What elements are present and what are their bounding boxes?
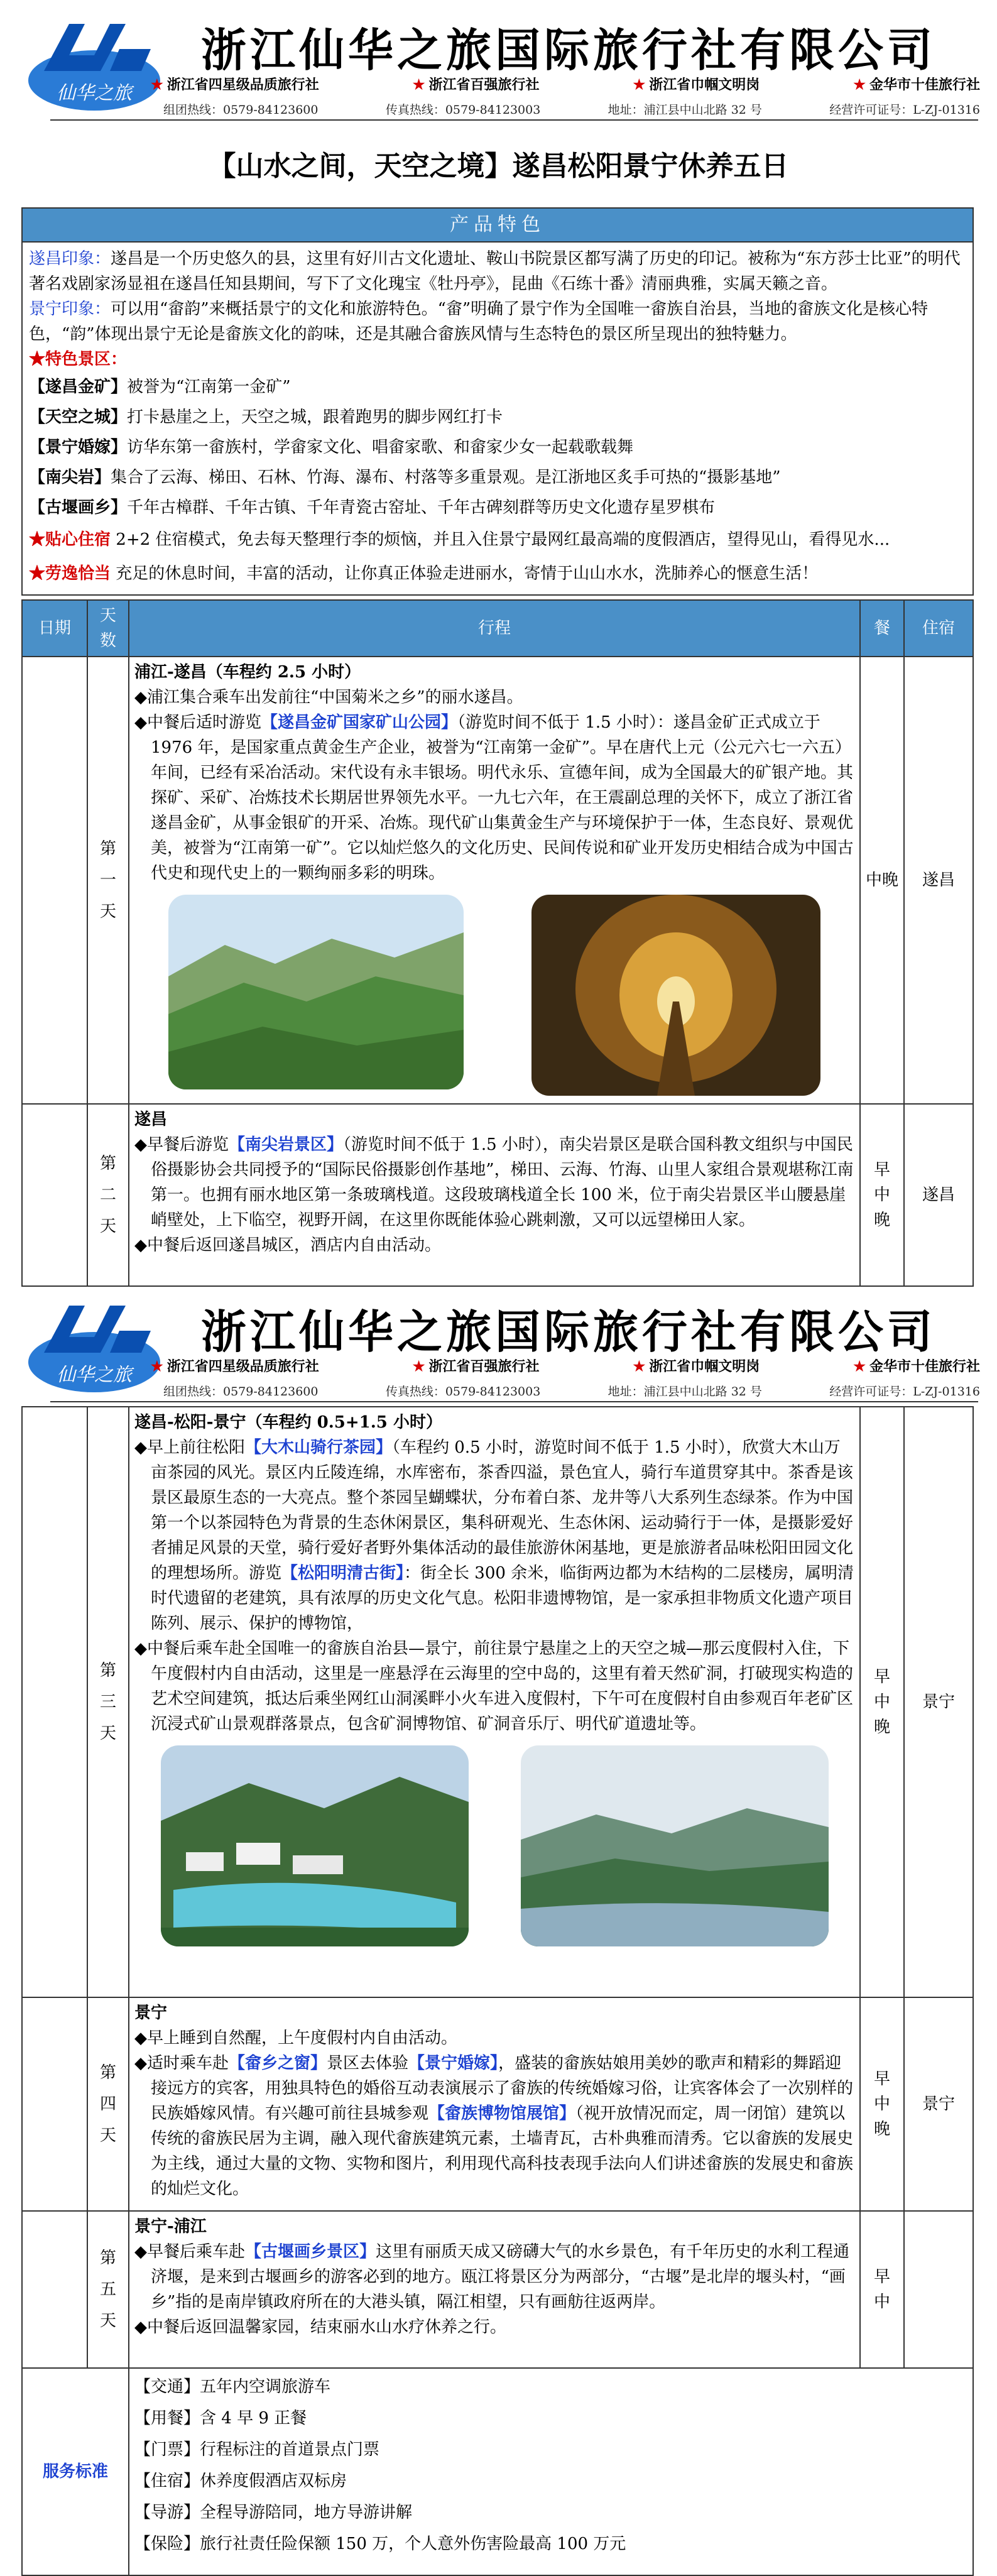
- features-table: [21, 207, 974, 596]
- day-label: 第三天: [87, 1407, 129, 1997]
- date-cell: [22, 657, 87, 1104]
- spot-item: 【南尖岩】集合了云海、梯田、石林、竹海、瀑布、村落等多重景观。是江浙地区炙手可热的“摄影基地”: [29, 468, 781, 487]
- star-icon: ★: [853, 1358, 866, 1375]
- day-row: [22, 2211, 973, 2368]
- day-row: [22, 1104, 973, 1286]
- service-list: [129, 2368, 973, 2575]
- route-title: 遂昌-松阳-景宁（车程约 0.5+1.5 小时）: [134, 1413, 442, 1432]
- itinerary-cell: [129, 1104, 860, 1286]
- itinerary-item: ◆早上前往松阳【大木山骑行茶园】（车程约 0.5 小时，游览时间不低于 1.5 小时），欣赏大木山万亩茶园的风光。景区内丘陵连绵，水库密布，茶香四溢，景色宜人，骑行车道贯穿其中。茶香是该景区最原生态的一大亮点。整个茶园呈蝴蝶状，分布着白茶、龙井等八大系列生态绿茶。作为中国第一个以茶园特色为背景的生态休闲景区，集科研观光、生态休闲、运动骑行于一体，是摄影爱好者捕足风景的天堂，骑行爱好者野外集体活动的最佳旅游休闲基地，更是旅游者品味松阳田园文化的理想场所。游览【松阳明清古街】：街全长 300 余米，临街两边都为木结构的二层楼房，属明清时代遗留的老建筑，具有浓厚的历史文化气息。松阳非遗博物馆，是一家承担非物质文化遗产项目陈列、展示、保护的博物馆，: [134, 1438, 854, 1633]
- page-header-2: [0, 1282, 997, 1426]
- route-title: 浦江-遂昌（车程约 2.5 小时）: [134, 663, 361, 682]
- fax: 传真热线：0579-84123003: [385, 1385, 541, 1399]
- star-icon: ★: [151, 1358, 163, 1375]
- itinerary-item: ◆中餐后返回温馨家园，结束丽水山水疗休养之行。: [134, 2318, 507, 2337]
- logo-text: 仙华之旅: [57, 1364, 132, 1386]
- honors-row: [151, 74, 980, 94]
- day-label: 第四天: [87, 1997, 129, 2211]
- star-icon: ★: [151, 77, 163, 93]
- contact-row: [163, 101, 980, 117]
- honor-item: ★ 金华市十佳旅行社: [853, 77, 980, 93]
- spot-item: 【天空之城】打卡悬崖之上，天空之城，跟着跑男的脚步网红打卡: [29, 408, 503, 427]
- meal-cell: 早中晚: [860, 1104, 904, 1286]
- logo-text: 仙华之旅: [57, 82, 132, 104]
- honor-item: ★ 浙江省四星级品质旅行社: [151, 1358, 319, 1375]
- page-title: 【山水之间，天空之境】遂昌松阳景宁休养五日: [208, 150, 789, 182]
- license: 经营许可证号：L-ZJ-01316: [829, 103, 980, 117]
- honor-item: ★ 浙江省四星级品质旅行社: [151, 77, 319, 93]
- star-icon: ★: [853, 77, 866, 93]
- itinerary-item: ◆适时乘车赴【畲乡之窗】景区去体验【景宁婚嫁】，盛装的畲族姑娘用美妙的歌声和精彩的舞蹈迎接远方的宾客，用独具特色的婚俗互动表演展示了畲族的传统婚嫁习俗，让宾客体会了一次别样的民族婚嫁风情。有兴趣可前往县城参观【畲族博物馆展馆】（视开放情况而定，周一闭馆）建筑以传统的畲族民居为主调，融入现代畲族建筑元素，土墙青瓦，古朴典雅而清秀。它以畲族的发展史为主线，通过大量的文物、实物和图片，利用现代高科技表现手法向人们讲述畲族的发展史和畲族的灿烂文化。: [134, 2054, 854, 2198]
- features-heading: 产品特色: [22, 208, 973, 242]
- service-label: 服务标准: [22, 2368, 129, 2575]
- date-cell: [22, 1997, 87, 2211]
- page-header: [0, 0, 997, 145]
- address: 地址：浦江县中山北路 32 号: [607, 103, 762, 117]
- day-label: 第五天: [87, 2211, 129, 2368]
- day-label: 第一天: [87, 657, 129, 1104]
- meal-cell: 中晚: [860, 657, 904, 1104]
- itinerary-item: ◆中餐后乘车赴全国唯一的畲族自治县—景宁，前往景宁悬崖之上的天空之城—那云度假村入住，下午度假村内自由活动，这里是一座悬浮在云海里的空中岛的，这里有着天然矿洞，打破现实构造的艺术空间建筑，抵达后乘坐网红山洞溪畔小火车进入度假村，下午可在度假村自由参观百年老矿区沉浸式矿山景观群落景点，包含矿洞博物馆、矿洞音乐厅、明代矿道遗址等。: [134, 1639, 854, 1733]
- route-title: 景宁-浦江: [134, 2217, 207, 2236]
- pace-feature: ★劳逸恰当 充足的休息时间，丰富的活动，让你真正体验走进丽水，寄情于山山水水，洗肺养心的惬意生活！: [29, 564, 819, 583]
- divider: [50, 119, 978, 121]
- honor-item: ★ 浙江省巾帼文明岗: [633, 1358, 760, 1375]
- spots-label: ★特色景区：: [29, 350, 128, 369]
- honor-item: ★ 浙江省百强旅行社: [412, 77, 540, 93]
- col-days: 天数: [87, 600, 129, 657]
- photo-row: [134, 895, 854, 1096]
- itinerary-cell: [129, 1407, 860, 1997]
- itinerary-table-1: [21, 599, 974, 1287]
- service-item: 【用餐】含 4 早 9 正餐: [134, 2409, 307, 2428]
- address: 地址：浦江县中山北路 32 号: [607, 1385, 762, 1399]
- meal-cell: 早中晚: [860, 1997, 904, 2211]
- star-icon: ★: [412, 77, 425, 93]
- itinerary-item: ◆早餐后游览【南尖岩景区】（游览时间不低于 1.5 小时），南尖岩景区是联合国科教文组织与中国民俗摄影协会共同授予的“国际民俗摄影创作基地”，梯田、云海、竹海、山里人家组合景观堪称江南第一。也拥有丽水地区第一条玻璃栈道。这段玻璃栈道全长 100 米，位于南尖岩景区半山腰悬崖峭壁处，上下临空，视野开阔，在这里你既能体验心跳刺激，又可以远望梯田人家。: [134, 1135, 854, 1230]
- col-date: 日期: [22, 600, 87, 657]
- features-body: [22, 242, 973, 595]
- hotline: 组团热线：0579-84123600: [163, 103, 319, 117]
- star-icon: ★: [633, 1358, 646, 1375]
- service-item: 【交通】五年内空调旅游车: [134, 2377, 331, 2396]
- fax: 传真热线：0579-84123003: [385, 103, 541, 117]
- company-name: 浙江仙华之旅国际旅行社有限公司: [201, 23, 937, 77]
- company-logo: [25, 1293, 170, 1400]
- hotline: 组团热线：0579-84123600: [163, 1385, 319, 1399]
- divider: [50, 1401, 978, 1402]
- date-cell: [22, 2211, 87, 2368]
- day-label: 第二天: [87, 1104, 129, 1286]
- service-item: 【门票】行程标注的首道景点门票: [134, 2440, 380, 2459]
- date-cell: [22, 1104, 87, 1286]
- service-row: [22, 2368, 973, 2575]
- itinerary-table-2: [21, 1406, 974, 2576]
- meal-cell: 早中晚: [860, 1407, 904, 1997]
- mountain-photo: [168, 895, 464, 1089]
- stay-cell: [904, 2211, 973, 2368]
- service-item: 【保险】旅行社责任险保额 150 万，个人意外伤害险最高 100 万元: [134, 2535, 626, 2553]
- itinerary-item: ◆浦江集合乘车出发前往“中国菊米之乡”的丽水遂昌。: [134, 688, 523, 707]
- stay-cell: 遂昌: [904, 1104, 973, 1286]
- meal-cell: 早中: [860, 2211, 904, 2368]
- itinerary-item: ◆中餐后适时游览【遂昌金矿国家矿山公园】（游览时间不低于 1.5 小时）：遂昌金矿正式成立于 1976 年，是国家重点黄金生产企业，被誉为“江南第一金矿”。早在唐代上元（公元六七一六五）年间，已经有采冶活动。宋代设有永丰银场。明代永乐、宣德年间，成为全国最大的矿银产地。其探矿、采矿、冶炼技术长期居世界领先水平。一九七六年，在王震副总理的关怀下，成立了浙江省遂昌金矿，从事金银矿的开采、冶炼。现代矿山集黄金生产与环境保护于一体，生态良好、景观优美，被誉为“江南第一矿”。它以灿烂悠久的文化历史、民间传说和矿业开发历史相结合成为中国古代史和现代史上的一颗绚丽多彩的明珠。: [134, 713, 854, 883]
- spot-item: 【景宁婚嫁】访华东第一畲族村，学畲家文化、唱畲家歌、和畲家少女一起载歌载舞: [29, 438, 634, 457]
- spot-item: 【遂昌金矿】被誉为“江南第一金矿”: [29, 378, 291, 396]
- star-icon: ★: [412, 1358, 425, 1375]
- col-meal: 餐: [860, 600, 904, 657]
- resort-photo: [161, 1745, 469, 1946]
- stay-feature: ★贴心住宿 2+2 住宿模式，免去每天整理行李的烦恼，并且入住景宁最网红最高端的度假酒店，望得见山，看得见水...: [29, 530, 890, 549]
- photo-row: [134, 1745, 854, 1946]
- day-row: [22, 1407, 973, 1997]
- itinerary-cell: [129, 2211, 860, 2368]
- honor-item: ★ 浙江省巾帼文明岗: [633, 77, 760, 93]
- route-title: 遂昌: [134, 1110, 168, 1129]
- stay-cell: 景宁: [904, 1407, 973, 1997]
- service-item: 【导游】全程导游陪同，地方导游讲解: [134, 2503, 413, 2522]
- itinerary-cell: [129, 657, 860, 1104]
- license: 经营许可证号：L-ZJ-01316: [829, 1385, 980, 1399]
- itinerary-item: ◆早餐后乘车赴【古堰画乡景区】这里有丽质天成又磅礴大气的水乡景色，有千年历史的水利工程通济堰，是来到古堰画乡的游客必到的地方。瓯江将景区分为两部分，“古堰”是北岸的堰头村，“画乡”指的是南岸镇政府所在的大港头镇，隔江相望，只有画舫往返两岸。: [134, 2242, 850, 2311]
- date-cell: [22, 1407, 87, 1997]
- route-title: 景宁: [134, 2004, 168, 2022]
- itinerary-item: ◆中餐后返回遂昌城区，酒店内自由活动。: [134, 1236, 442, 1255]
- jingning-impression: 景宁印象：可以用“畲韵”来概括景宁的文化和旅游特色。“畲”明确了景宁作为全国唯一畲族自治县，当地的畲族文化是核心特色，“韵”体现出景宁无论是畲族文化的韵味，还是其融合畲族风情与生态特色的景区所呈现出的独特魅力。: [29, 300, 929, 344]
- star-icon: ★: [633, 77, 646, 93]
- contact-row: [163, 1382, 980, 1399]
- itinerary-cell: [129, 1997, 860, 2211]
- honor-item: ★ 浙江省百强旅行社: [412, 1358, 540, 1375]
- mine-tunnel-photo: [531, 895, 820, 1096]
- star-icon: ★: [29, 350, 46, 369]
- company-logo: [25, 11, 170, 118]
- col-stay: 住宿: [904, 600, 973, 657]
- itinerary-item: ◆早上睡到自然醒，上午度假村内自由活动。: [134, 2029, 458, 2048]
- honor-item: ★ 金华市十佳旅行社: [853, 1358, 980, 1375]
- honors-row: [151, 1356, 980, 1375]
- service-item: 【住宿】休养度假酒店双标房: [134, 2472, 347, 2491]
- day-row: [22, 1997, 973, 2211]
- spot-item: 【古堰画乡】千年古樟群、千年古镇、千年青瓷古窑址、千年古碑刻群等历史文化遗存星罗棋布: [29, 498, 716, 517]
- company-name: 浙江仙华之旅国际旅行社有限公司: [201, 1305, 937, 1358]
- suichang-impression: 遂昌印象：遂昌是一个历史悠久的县，这里有好川古文化遗址、鞍山书院景区都写满了历史的印记。被称为“东方莎士比亚”的明代著名戏剧家汤显祖在遂昌任知县期间，写下了文化瑰宝《牡丹亭》，昆曲《石练十番》清丽典雅，实属天籁之音。: [29, 249, 961, 293]
- valley-photo: [521, 1745, 829, 1946]
- stay-cell: 景宁: [904, 1997, 973, 2211]
- stay-cell: 遂昌: [904, 657, 973, 1104]
- col-itinerary: 行程: [129, 600, 860, 657]
- day-row: [22, 657, 973, 1104]
